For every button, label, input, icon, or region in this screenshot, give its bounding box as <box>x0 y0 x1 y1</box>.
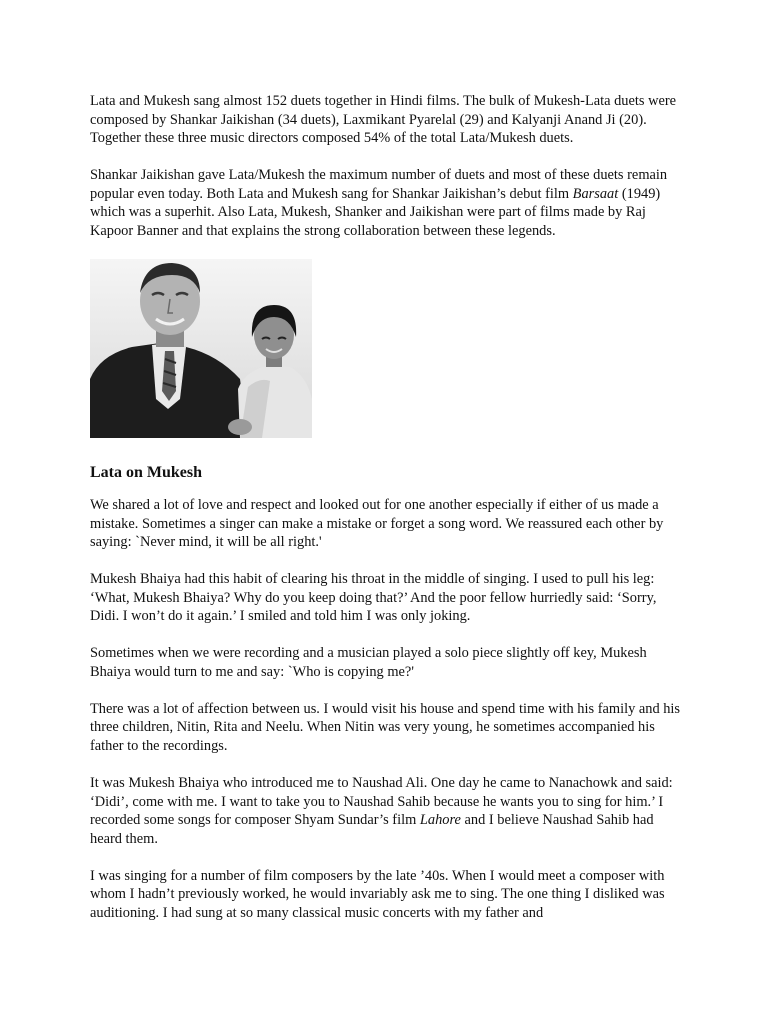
lata-mukesh-photo <box>90 259 312 438</box>
intro-paragraph-2-end: (1949) which was a superhit. Also Lata, Mukesh, Shanker and Jaikishan were part of films made by Raj Kapoor Banner and that explains the strong collaboration between these legends. <box>90 185 661 239</box>
section-paragraph-2: Mukesh Bhaiya had this habit of clearing his throat in the middle of singing. I used to pull his leg: ‘What, Mukesh Bhaiya? Why do you keep doing that?’ And the poor fellow hurriedly said: ‘Sorry, Didi. I won’t do it again.’ I smiled and told him I was only joking. <box>90 571 657 625</box>
intro-paragraph-2 <box>90 166 686 240</box>
section-paragraph-5-end: and I believe Naushad Sahib had heard them. <box>90 812 654 847</box>
section-paragraph-5-start: It was Mukesh Bhaiya who introduced me to Naushad Ali. One day he came to Nanachowk and said: ‘Didi’, come with me. I want to take you to Naushad Sahib because he wants you to sing for him.’ I recorded some songs for composer Shyam Sundar’s film <box>90 775 673 829</box>
film-title-barsaat: Barsaat <box>572 185 619 202</box>
film-title-lahore: Lahore <box>419 812 461 829</box>
document-page <box>90 92 686 941</box>
intro-paragraph-2-start: Shankar Jaikishan gave Lata/Mukesh the maximum number of duets and most of these duets remain popular even today. Both Lata and Mukesh sang for Shankar Jaikishan’s debut film <box>90 167 668 202</box>
section-paragraph-6: I was singing for a number of film composers by the late ’40s. When I would meet a composer with whom I hadn’t previously worked, he would invariably ask me to sing. The one thing I disliked was auditioning. I had sung at so many classical music concerts with my father and <box>90 867 665 921</box>
section-paragraph-4: There was a lot of affection between us. I would visit his house and spend time with his family and his three children, Nitin, Rita and Neelu. When Nitin was very young, he sometimes accompanied his father to the recordings. <box>90 700 681 755</box>
section-paragraph-1: We shared a lot of love and respect and looked out for one another especially if either of us made a mistake. Sometimes a singer can make a mistake or forget a song word. We reassured each other by saying: `Never mind, it will be all right.' <box>90 496 664 551</box>
section-paragraph-5 <box>90 774 686 848</box>
intro-paragraph-1: Lata and Mukesh sang almost 152 duets together in Hindi films. The bulk of Mukesh-Lata duets were composed by Shankar Jaikishan (34 duets), Laxmikant Pyarelal (29) and Kalyanji Anand Ji (20). Together these three music directors composed 54% of the total Lata/Mukesh duets. <box>90 93 677 147</box>
section-heading: Lata on Mukesh <box>90 463 203 481</box>
section-paragraph-3: Sometimes when we were recording and a musician played a solo piece slightly off key, Mukesh Bhaiya would turn to me and say: `Who is copying me?' <box>90 645 647 680</box>
